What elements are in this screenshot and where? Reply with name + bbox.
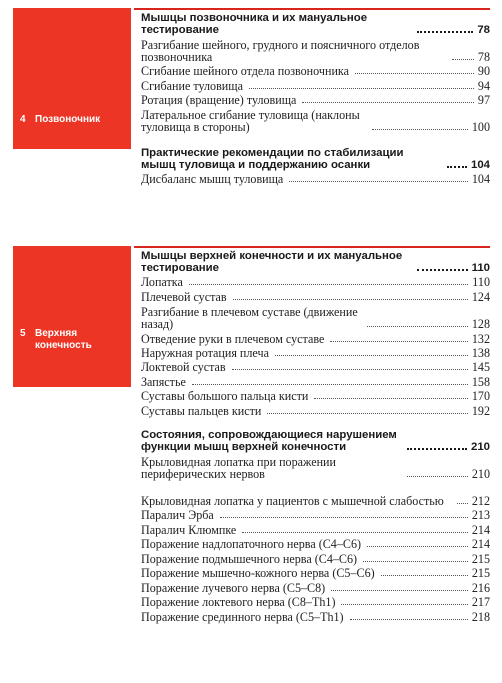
toc-entry[interactable] bbox=[141, 106, 490, 133]
toc-entry[interactable] bbox=[141, 171, 490, 185]
page-number: 158 bbox=[471, 374, 490, 389]
leader-dots bbox=[407, 448, 467, 450]
toc-entry[interactable] bbox=[141, 36, 490, 63]
page-number: 214 bbox=[471, 536, 490, 551]
entry-text: Суставы пальцев кисти bbox=[141, 403, 262, 418]
leader-dots bbox=[363, 561, 468, 562]
toc-entry[interactable] bbox=[141, 579, 490, 594]
entry-text: Сгибание туловища bbox=[141, 78, 243, 93]
toc-section-heading[interactable] bbox=[141, 429, 490, 453]
page-number: 214 bbox=[471, 522, 490, 537]
toc-entry[interactable] bbox=[141, 373, 490, 388]
page-number: 218 bbox=[471, 609, 490, 624]
entry-text: Поражение подмышечного нерва (C4–C6) bbox=[141, 551, 358, 566]
chapter-number: 4 bbox=[20, 114, 26, 125]
entry-text: Ротация (вращение) туловища bbox=[141, 92, 297, 107]
chapter-5-block bbox=[13, 246, 131, 387]
leader-dots bbox=[341, 604, 467, 605]
chapter-5-label bbox=[20, 328, 95, 352]
entry-text: Поражение мышечно-кожного нерва (C5–C6) bbox=[141, 565, 375, 580]
toc-entry[interactable] bbox=[141, 402, 490, 417]
leader-dots bbox=[192, 384, 468, 385]
section-heading-text: Мышцы верхней конечности и их мануальное тестирование bbox=[141, 249, 403, 274]
page-number: 90 bbox=[477, 63, 490, 78]
entry-text: Дисбаланс мышц туловища bbox=[141, 171, 284, 186]
chapter-title: Верхняя конечность bbox=[35, 328, 92, 351]
leader-dots bbox=[457, 503, 468, 504]
entry-text: Плечевой сустав bbox=[141, 289, 227, 304]
chapter-5-rule bbox=[134, 246, 490, 248]
leader-dots bbox=[189, 284, 468, 285]
page-number: 210 bbox=[471, 466, 490, 481]
toc-entry[interactable] bbox=[141, 330, 490, 345]
toc-entry[interactable] bbox=[141, 507, 490, 521]
leader-dots bbox=[275, 355, 468, 356]
entry-text: Паралич Эрба bbox=[141, 507, 214, 522]
chapter-4-toc bbox=[141, 12, 490, 185]
leader-dots bbox=[367, 326, 468, 327]
leader-dots bbox=[355, 73, 474, 74]
toc-entry[interactable] bbox=[141, 536, 490, 550]
chapter-4-block bbox=[13, 8, 131, 149]
page-number: 78 bbox=[477, 23, 490, 36]
page-number: 94 bbox=[477, 78, 490, 93]
entry-text: Суставы большого пальца кисти bbox=[141, 388, 309, 403]
leader-dots bbox=[381, 575, 468, 576]
leader-dots bbox=[302, 102, 473, 103]
toc-entry[interactable] bbox=[141, 345, 490, 359]
page-number: 217 bbox=[471, 594, 490, 609]
entry-text: Крыловидная лопатка у пациентов с мышечной слабостью bbox=[141, 493, 444, 508]
page-number: 212 bbox=[471, 493, 490, 508]
leader-dots bbox=[330, 341, 468, 342]
toc-section-heading[interactable] bbox=[141, 146, 490, 171]
entry-text: Отведение руки в плечевом суставе bbox=[141, 331, 325, 346]
toc-section-heading[interactable] bbox=[141, 250, 490, 274]
leader-dots bbox=[452, 59, 474, 60]
toc-entry[interactable] bbox=[141, 521, 490, 536]
page-number: 124 bbox=[471, 289, 490, 304]
chapter-5-toc bbox=[141, 250, 490, 623]
entry-text: Латеральное сгибание туловища (наклоны туловища в стороны) bbox=[141, 107, 360, 134]
section-heading-text: Мышцы позвоночника и их мануальное тестирование bbox=[141, 11, 368, 36]
toc-section-heading[interactable] bbox=[141, 12, 490, 36]
page-number: 128 bbox=[471, 316, 490, 331]
page-number: 215 bbox=[471, 551, 490, 566]
page-number: 215 bbox=[471, 565, 490, 580]
toc-entry[interactable] bbox=[141, 594, 490, 608]
entry-text: Запястье bbox=[141, 374, 186, 389]
toc-entry[interactable] bbox=[141, 565, 490, 579]
entry-text: Локтевой сустав bbox=[141, 359, 226, 374]
page-number: 138 bbox=[471, 345, 490, 360]
leader-dots bbox=[407, 476, 468, 477]
toc-entry[interactable] bbox=[141, 359, 490, 373]
leader-dots bbox=[417, 269, 468, 271]
entry-text: Разгибание в плечевом суставе (движение назад) bbox=[141, 304, 358, 331]
page-number: 110 bbox=[472, 274, 490, 289]
entry-text: Крыловидная лопатка при поражении периферических нервов bbox=[141, 454, 336, 481]
leader-dots bbox=[289, 181, 468, 182]
toc-entry[interactable] bbox=[141, 63, 490, 77]
toc-entry[interactable] bbox=[141, 480, 490, 507]
page-number: 216 bbox=[471, 580, 490, 595]
chapter-title: Позвоночник bbox=[35, 114, 101, 125]
toc-entry[interactable] bbox=[141, 550, 490, 565]
page-number: 170 bbox=[471, 388, 490, 403]
toc-entry[interactable] bbox=[141, 288, 490, 303]
page-number: 104 bbox=[471, 171, 490, 186]
entry-text: Разгибание шейного, грудного и поясничного отделов позвоночника bbox=[141, 37, 420, 64]
toc-entry[interactable] bbox=[141, 77, 490, 92]
leader-dots bbox=[249, 88, 474, 89]
page-number: 78 bbox=[477, 49, 490, 64]
page-number: 100 bbox=[471, 119, 490, 134]
leader-dots bbox=[350, 619, 468, 620]
leader-dots bbox=[331, 590, 468, 591]
toc-entry[interactable] bbox=[141, 608, 490, 623]
page-number: 210 bbox=[470, 440, 490, 453]
page-number: 132 bbox=[471, 331, 490, 346]
entry-text: Наружная ротация плеча bbox=[141, 345, 269, 360]
entry-text: Паралич Клюмпке bbox=[141, 522, 237, 537]
toc-entry[interactable] bbox=[141, 274, 490, 288]
section-heading-text: Практические рекомендации по стабилизации мышц туловища и поддержанию осанки bbox=[141, 146, 404, 171]
page-number: 97 bbox=[477, 92, 490, 107]
leader-dots bbox=[314, 398, 468, 399]
section-heading-text: Состояния, сопровождающиеся нарушением функции мышц верхней конечности bbox=[141, 428, 397, 453]
leader-dots bbox=[372, 129, 468, 130]
leader-dots bbox=[232, 369, 468, 370]
page-number: 104 bbox=[470, 158, 490, 171]
leader-dots bbox=[242, 532, 468, 533]
leader-dots bbox=[447, 166, 467, 168]
page-number: 192 bbox=[471, 403, 490, 418]
chapter-4-label bbox=[20, 114, 100, 126]
toc-entry[interactable] bbox=[141, 453, 490, 480]
chapter-number: 5 bbox=[20, 328, 26, 339]
leader-dots bbox=[417, 31, 473, 33]
toc-entry[interactable] bbox=[141, 92, 490, 106]
entry-text: Поражение локтевого нерва (C8–Th1) bbox=[141, 594, 336, 609]
leader-dots bbox=[367, 546, 468, 547]
toc-entry[interactable] bbox=[141, 388, 490, 402]
entry-text: Поражение срединного нерва (C5–Th1) bbox=[141, 609, 344, 624]
entry-text: Поражение надлопаточного нерва (C4–C6) bbox=[141, 536, 362, 551]
entry-text: Лопатка bbox=[141, 274, 183, 289]
entry-text: Сгибание шейного отдела позвоночника bbox=[141, 63, 349, 78]
chapter-4-rule bbox=[134, 8, 490, 10]
page-number: 110 bbox=[471, 261, 490, 274]
toc-entry[interactable] bbox=[141, 303, 490, 330]
page-number: 145 bbox=[471, 359, 490, 374]
page-number: 213 bbox=[471, 507, 490, 522]
leader-dots bbox=[267, 413, 467, 414]
leader-dots bbox=[233, 299, 468, 300]
leader-dots bbox=[220, 517, 468, 518]
entry-text: Поражение лучевого нерва (C5–C8) bbox=[141, 580, 326, 595]
